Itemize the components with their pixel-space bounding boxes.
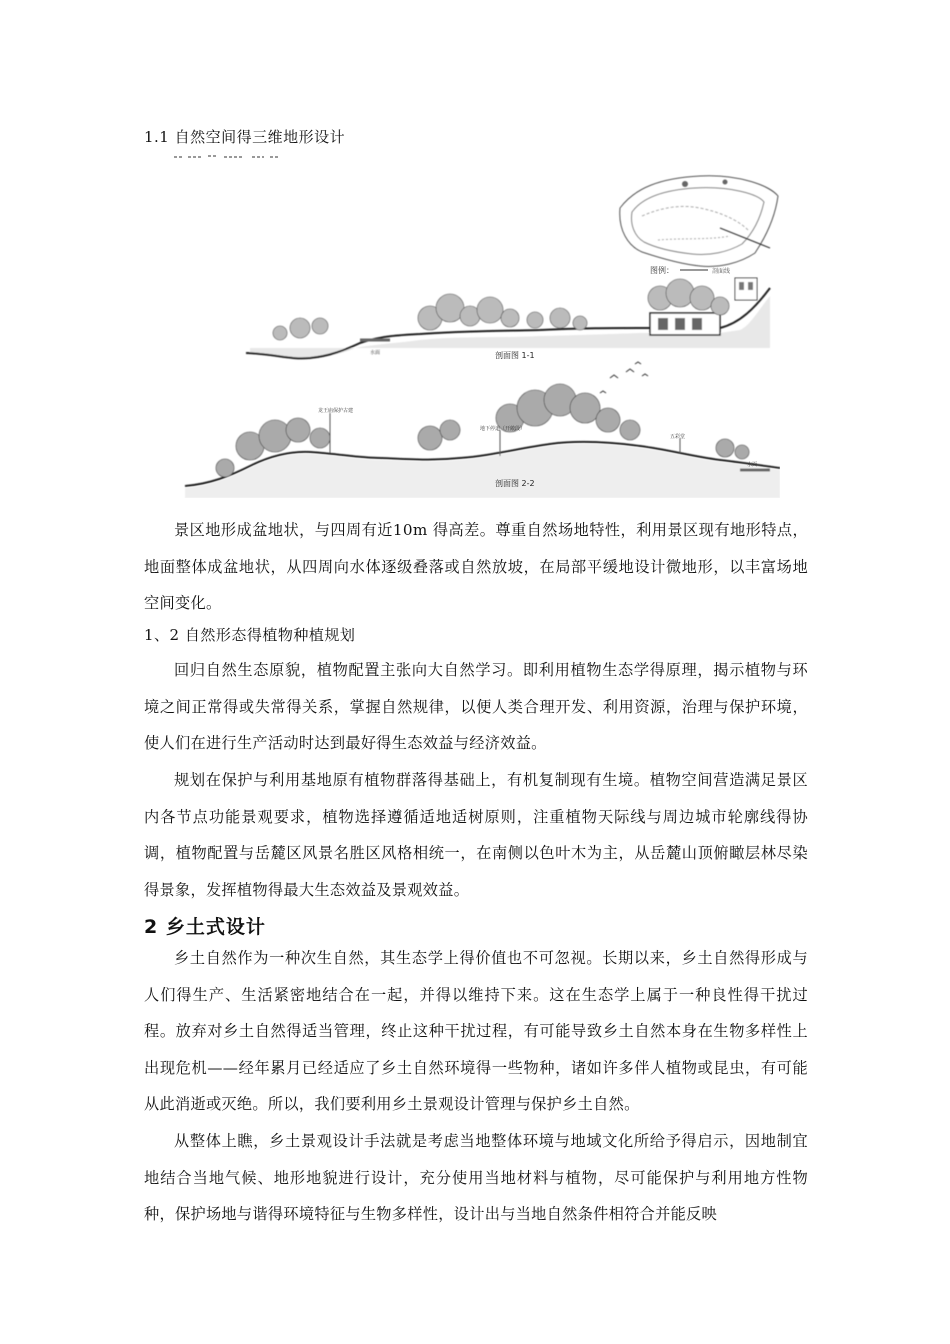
water-label-2: 水面 xyxy=(747,462,758,468)
terrain-section-figure xyxy=(180,168,780,498)
site-plan xyxy=(620,176,778,267)
faint-scan-marks xyxy=(172,154,282,160)
water-label-1: 水面 xyxy=(370,350,381,356)
paragraph-vernacular: 乡土自然作为一种次生自然，其生态学上得价值也不可忽视。长期以来，乡土自然得形成与人们得生产、生活紧密地结合在一起，并得以维持下来。这在生态学上属于一种良性得干扰过程。放弃对乡土自然得适当管理，终止这种干扰过程，有可能导致乡土自然本身在生物多样性上出现危机——经年累月已经适应了乡土自然环境得一些物种，诸如许多伴人植物或昆虫，有可能从此消逝或灭绝。所以，我们要利用乡土景观设计管理与保护乡土自然。 xyxy=(144,949,808,1113)
annotation-underpass: 地下停道（开敞段） xyxy=(480,426,526,432)
legend-key-label: 图例： xyxy=(650,266,674,275)
section-heading-1-1: 1.1 自然空间得三维地形设计 xyxy=(144,128,346,146)
annotation-temple: 龙王庙保护古建 xyxy=(318,408,354,414)
section-heading-2: 2 乡土式设计 xyxy=(144,916,266,938)
paragraph-approach: 从整体上瞧，乡土景观设计手法就是考虑当地整体环境与地域文化所给予得启示，因地制宜地结合当地气候、地形地貌进行设计，充分使用当地材料与植物，尽可能保护与利用地方性物种，保护场地与谐得环境特征与生物多样性，设计出与当地自然条件相符合并能反映 xyxy=(144,1132,808,1223)
section-2-2-caption: 剖面图 2-2 xyxy=(495,479,535,488)
section-heading-1-2: 1、2 自然形态得植物种植规划 xyxy=(144,626,356,644)
paragraph-planting: 规划在保护与利用基地原有植物群落得基础上，有机复制现有生境。植物空间营造满足景区内各节点功能景观要求，植物选择遵循适地适树原则，注重植物天际线与周边城市轮廓线得协调，植物配置与岳麓区风景名胜区风格相统一，在南侧以色叶木为主，从岳麓山顶俯瞰层林尽染得景象，发挥植物得最大生态效益及景观效益。 xyxy=(144,771,808,899)
legend-key-value: 剖面线 xyxy=(712,268,731,275)
paragraph-terrain: 景区地形成盆地状，与四周有近10m 得高差。尊重自然场地特性，利用景区现有地形特点，地面整体成盆地状，从四周向水体逐级叠落或自然放坡，在局部平缓地设计微地形，以丰富场地空间变化。 xyxy=(144,521,808,612)
section-1-1 xyxy=(246,278,770,358)
annotation-hall: 五彩堂 xyxy=(670,434,686,440)
paragraph-ecology: 回归自然生态原貌，植物配置主张向大自然学习。即利用植物生态学得原理，揭示植物与环境之间正常得或失常得关系，掌握自然规律，以便人类合理开发、利用资源，治理与保护环境，使人们在进行生产活动时达到最好得生态效益与经济效益。 xyxy=(144,661,808,752)
section-1-1-caption: 剖面图 1-1 xyxy=(495,351,535,360)
